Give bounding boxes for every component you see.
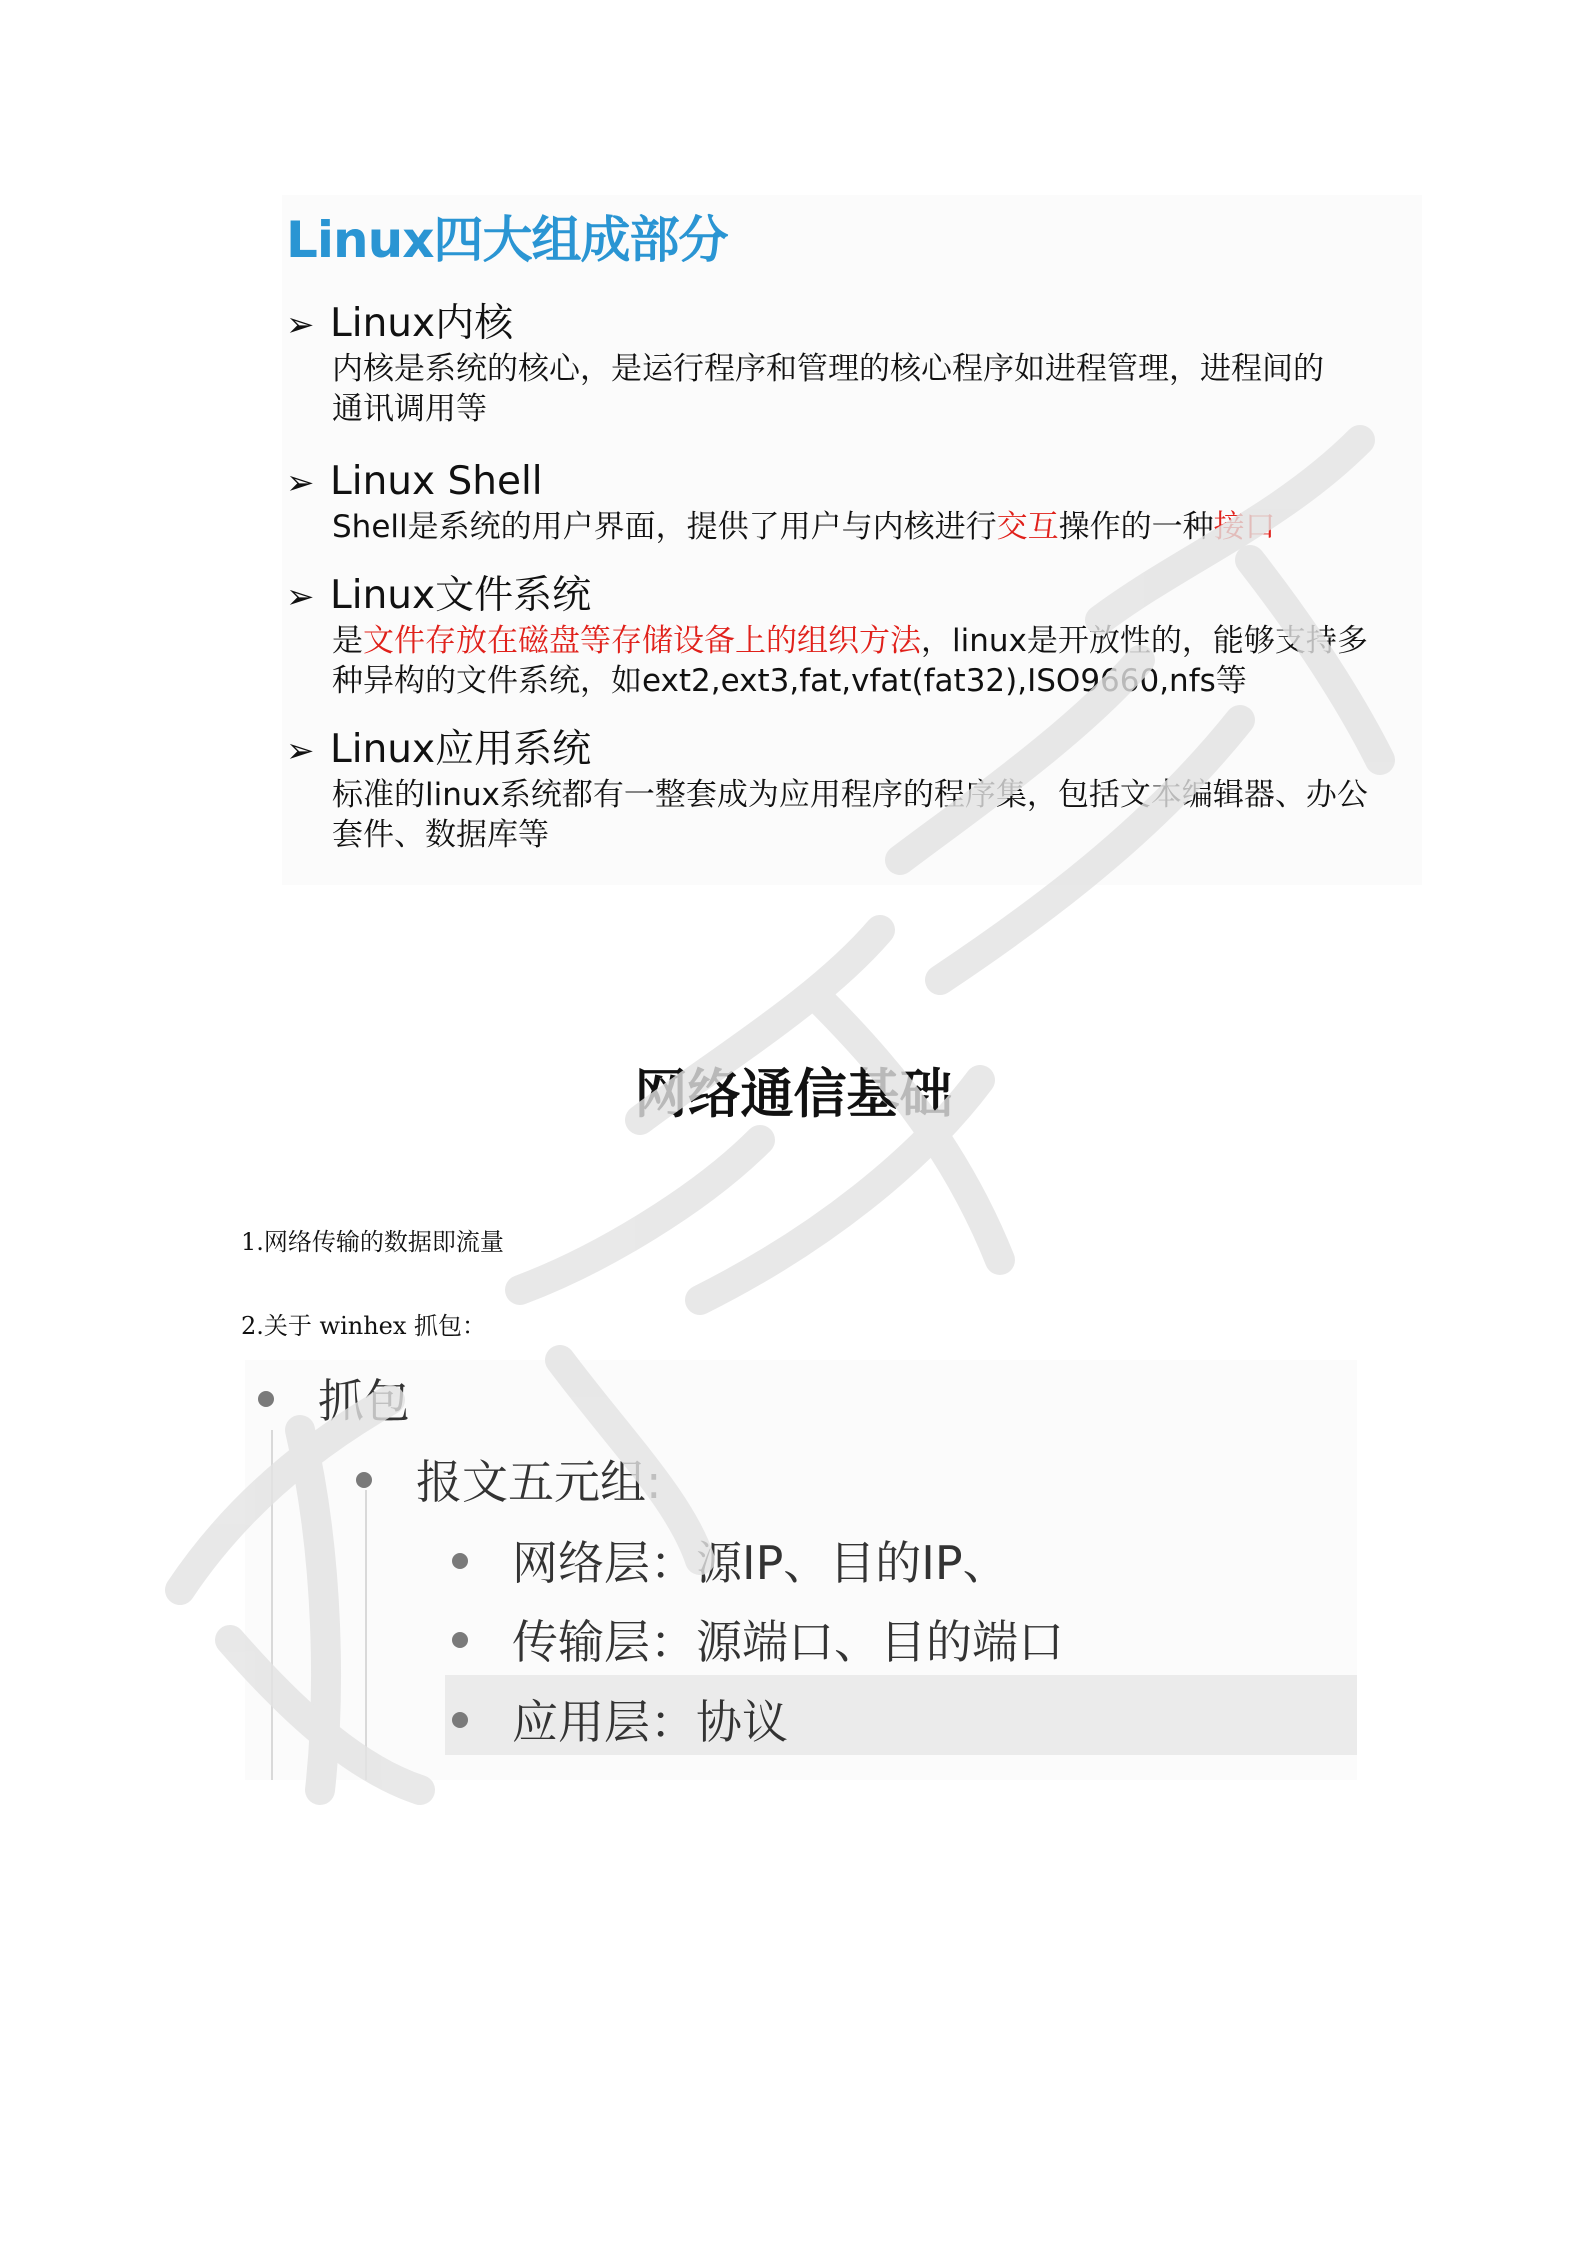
item-heading: Linux应用系统: [330, 727, 592, 772]
slide-title: Linux四大组成部分: [286, 211, 728, 269]
bullet-dot-icon: [452, 1553, 468, 1569]
bullet-level1: 抓包: [258, 1365, 410, 1431]
bullet-dot-icon: [258, 1391, 274, 1407]
item-heading: Linux内核: [330, 301, 514, 346]
arrow-bullet-icon: ➢: [286, 577, 315, 617]
bullet-level3: 应用层：协议: [452, 1686, 788, 1752]
divider: [271, 1430, 273, 1780]
item-description: 是文件存放在磁盘等存储设备上的组织方法，linux是开放性的，能够支持多种异构的文件系统，如ext2,ext3,fat,vfat(fat32),ISO9660,nfs等: [332, 623, 1368, 699]
divider: [365, 1490, 367, 1780]
paragraph-traffic: 1.网络传输的数据即流量: [241, 1228, 504, 1256]
list-item-filesystem: [286, 572, 1382, 701]
list-item-applications: [286, 726, 1392, 855]
section-title: 网络通信基础: [634, 1063, 953, 1125]
item-description: 标准的linux系统都有一整套成为应用程序的程序集，包括文本编辑器、办公套件、数据库等: [332, 777, 1368, 853]
bullet-level3: 网络层：源IP、目的IP、: [452, 1527, 1009, 1593]
item-description: 内核是系统的核心，是运行程序和管理的核心程序如进程管理，进程间的通讯调用等: [332, 351, 1324, 427]
item-heading: Linux Shell: [330, 459, 543, 504]
item-description: Shell是系统的用户界面，提供了用户与内核进行交互操作的一种接口: [332, 509, 1276, 545]
bullet-dot-icon: [452, 1632, 468, 1648]
paragraph-winhex: 2.关于 winhex 抓包：: [241, 1312, 487, 1340]
bullet-level2: 报文五元组:: [356, 1446, 662, 1512]
arrow-bullet-icon: ➢: [286, 463, 315, 503]
arrow-bullet-icon: ➢: [286, 305, 315, 345]
list-item-kernel: [286, 300, 1332, 429]
list-item-shell: [286, 458, 1392, 547]
bullet-level3: 传输层：源端口、目的端口: [452, 1606, 1064, 1672]
arrow-bullet-icon: ➢: [286, 731, 315, 771]
bullet-dot-icon: [452, 1712, 468, 1728]
item-heading: Linux文件系统: [330, 573, 592, 618]
bullet-dot-icon: [356, 1472, 372, 1488]
